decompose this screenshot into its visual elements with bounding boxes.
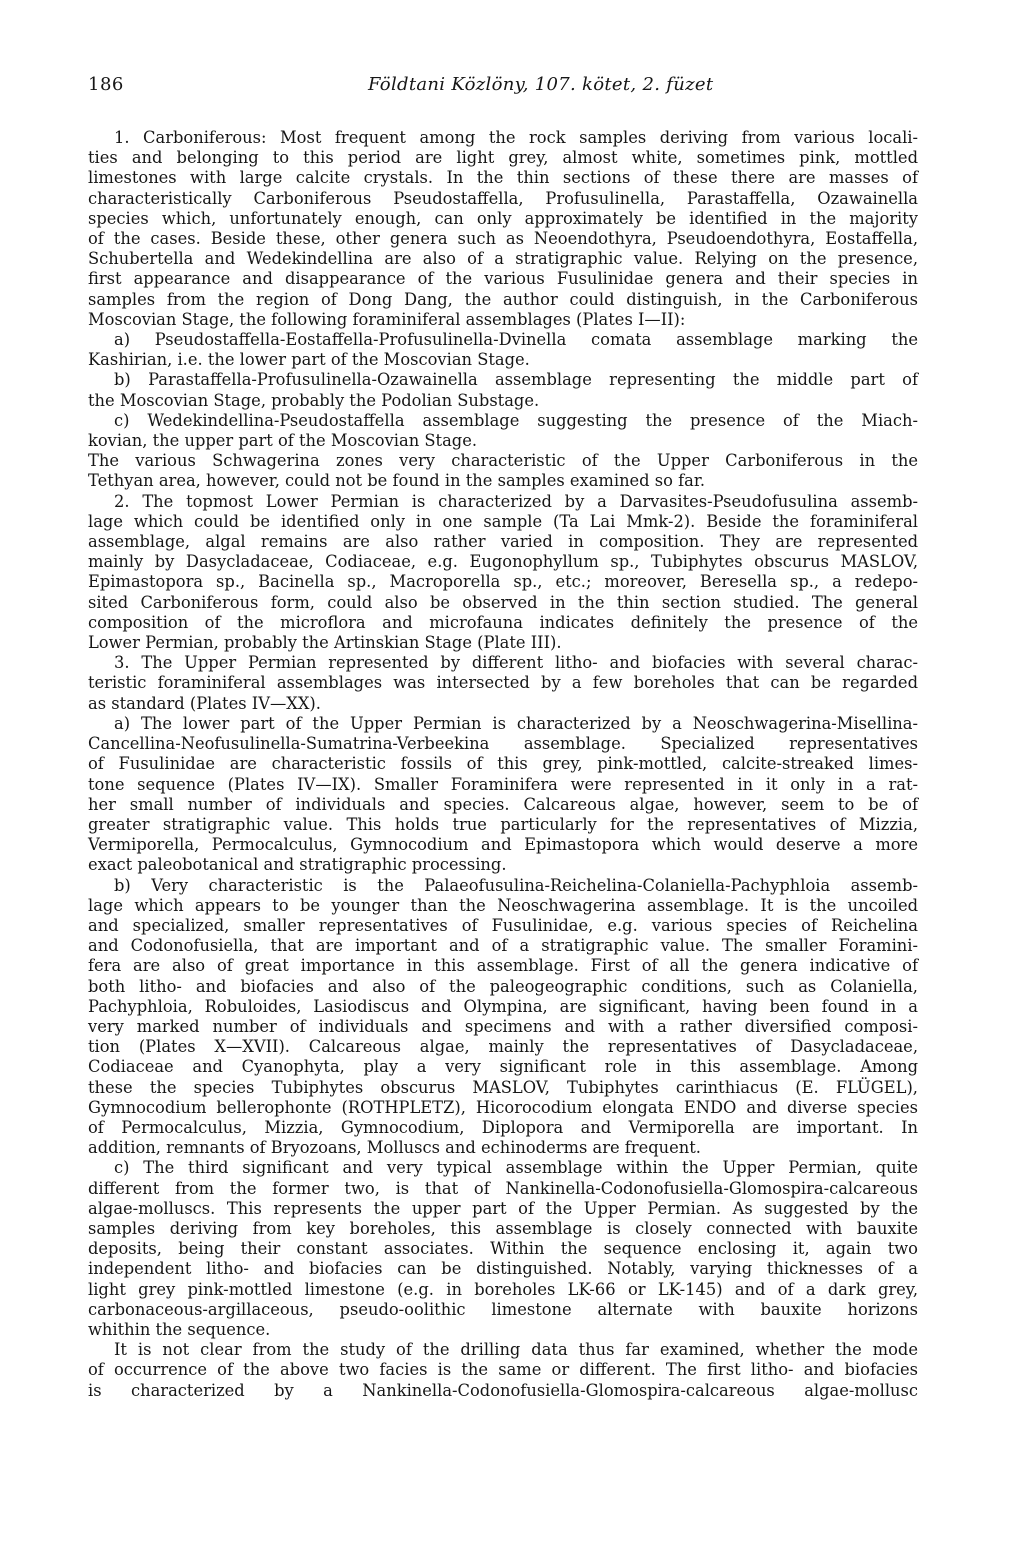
- text-line: both litho- and biofacies and also of the paleogeographic conditions, such as Colaniella,: [88, 976, 918, 996]
- text-line: Vermiporella, Permocalculus, Gymnocodium and Epimastopora which would deserve a more: [88, 835, 918, 855]
- text-line: samples deriving from key boreholes, this assemblage is closely connected with bauxite: [88, 1218, 918, 1238]
- text-line: ties and belonging to this period are light grey, almost white, sometimes pink, mottled: [88, 148, 918, 168]
- text-line: mainly by Dasycladaceae, Codiaceae, e.g. Eugonophyllum sp., Tubiphytes obscurus MASLOV,: [88, 552, 918, 572]
- text-line: greater stratigraphic value. This holds true particularly for the representatives of Mizzia,: [88, 814, 918, 834]
- text-line: her small number of individuals and species. Calcareous algae, however, seem to be of: [88, 794, 918, 814]
- body-text: [88, 128, 918, 1401]
- text-line: tone sequence (Plates IV—IX). Smaller Foraminifera were represented in it only in a rat-: [88, 774, 918, 794]
- running-head: Földtani Közlöny, 107. kötet, 2. füzet: [368, 74, 714, 95]
- page-header: [88, 74, 936, 100]
- text-line: lage which appears to be younger than the Neoschwagerina assemblage. It is the uncoiled: [88, 895, 918, 915]
- text-line: species which, unfortunately enough, can only approximately be identified in the majority: [88, 208, 918, 228]
- text-line: Epimastopora sp., Bacinella sp., Macroporella sp., etc.; moreover, Beresella sp., a redepo-: [88, 572, 918, 592]
- text-line: different from the former two, is that of Nankinella-Codonofusiella-Glomospira-calcareous: [88, 1178, 918, 1198]
- text-line: very marked number of individuals and specimens and with a rather diversified composi-: [88, 1016, 918, 1036]
- text-line: of Fusulinidae are characteristic fossils of this grey, pink-mottled, calcite-streaked limes-: [88, 754, 918, 774]
- text-line: these the species Tubiphytes obscurus MASLOV, Tubiphytes carinthiacus (E. FLÜGEL),: [88, 1077, 918, 1097]
- text-line: Kashirian, i.e. the lower part of the Moscovian Stage.: [88, 350, 530, 370]
- text-line: teristic foraminiferal assemblages was intersected by a few boreholes that can be regarded: [88, 673, 918, 693]
- text-line: composition of the microflora and microfauna indicates definitely the presence of the: [88, 612, 918, 632]
- text-line: as standard (Plates IV—XX).: [88, 693, 321, 713]
- text-line: 1. Carboniferous: Most frequent among the rock samples deriving from various locali-: [114, 128, 918, 147]
- text-line: Pachyphloia, Robuloides, Lasiodiscus and Olympina, are significant, having been found in a: [88, 996, 918, 1016]
- text-line: algae-molluscs. This represents the upper part of the Upper Permian. As suggested by the: [88, 1198, 918, 1218]
- text-line: assemblage, algal remains are also rather varied in composition. They are represented: [88, 532, 918, 552]
- text-line: limestones with large calcite crystals. In the thin sections of these there are masses of: [88, 168, 918, 188]
- text-line: 3. The Upper Permian represented by different litho- and biofacies with several charac-: [114, 653, 918, 673]
- text-line: Schubertella and Wedekindellina are also of a stratigraphic value. Relying on the presence,: [88, 249, 918, 269]
- text-line: It is not clear from the study of the drilling data thus far examined, whether the mode: [114, 1340, 918, 1360]
- text-line: deposits, being their constant associates. Within the sequence enclosing it, again two: [88, 1239, 918, 1259]
- text-line: characteristically Carboniferous Pseudostaffella, Profusulinella, Parastaffella, Ozawainella: [88, 188, 918, 208]
- text-line: a) Pseudostaffella-Eostaffella-Profusulinella-Dvinella comata assemblage marking the: [114, 330, 918, 350]
- text-line: Moscovian Stage, the following foraminiferal assemblages (Plates I—II):: [88, 309, 686, 329]
- text-line: samples from the region of Dong Dang, the author could distinguish, in the Carboniferous: [88, 289, 918, 309]
- text-line: first appearance and disappearance of the various Fusulinidae genera and their species in: [88, 269, 918, 289]
- text-line: of Permocalculus, Mizzia, Gymnocodium, Diplopora and Vermiporella are important. In: [88, 1117, 918, 1137]
- text-line: whithin the sequence.: [88, 1319, 271, 1339]
- text-line: c) The third significant and very typical assemblage within the Upper Permian, quite: [114, 1158, 918, 1178]
- text-line: b) Very characteristic is the Palaeofusulina-Reichelina-Colaniella-Pachyphloia assemb-: [114, 875, 918, 895]
- text-line: Tethyan area, however, could not be found in the samples examined so far.: [88, 471, 706, 491]
- text-line: Codiaceae and Cyanophyta, play a very significant role in this assemblage. Among: [88, 1057, 918, 1077]
- page-number: 186: [88, 74, 124, 95]
- text-line: b) Parastaffella-Profusulinella-Ozawainella assemblage representing the middle part of: [114, 370, 918, 390]
- text-line: addition, remnants of Bryozoans, Molluscs and echinoderms are frequent.: [88, 1138, 701, 1158]
- text-line: a) The lower part of the Upper Permian is characterized by a Neoschwagerina-Misellina-: [114, 713, 918, 733]
- text-line: of the cases. Beside these, other genera such as Neoendothyra, Pseudoendothyra, Eostaffella,: [88, 229, 918, 249]
- text-line: Gymnocodium bellerophonte (ROTHPLETZ), Hicorocodium elongata ENDO and diverse species: [88, 1097, 918, 1117]
- text-line: c) Wedekindellina-Pseudostaffella assemblage suggesting the presence of the Miach-: [114, 410, 918, 430]
- text-line: is characterized by a Nankinella-Codonofusiella-Glomospira-calcareous algae-mollusc: [88, 1380, 918, 1400]
- text-line: carbonaceous-argillaceous, pseudo-oolithic limestone alternate with bauxite horizons: [88, 1299, 918, 1319]
- text-line: and specialized, smaller representatives of Fusulinidae, e.g. various species of Reichelina: [88, 915, 918, 935]
- text-line: and Codonofusiella, that are important and of a stratigraphic value. The smaller Foramini-: [88, 936, 918, 956]
- text-line: lage which could be identified only in one sample (Ta Lai Mmk-2). Beside the foraminiferal: [88, 511, 918, 531]
- text-line: Cancellina-Neofusulinella-Sumatrina-Verbeekina assemblage. Specialized representatives: [88, 734, 918, 754]
- text-line: light grey pink-mottled limestone (e.g. in boreholes LK-66 or LK-145) and of a dark grey,: [88, 1279, 918, 1299]
- text-line: the Moscovian Stage, probably the Podolian Substage.: [88, 390, 540, 410]
- text-line: Lower Permian, probably the Artinskian Stage (Plate III).: [88, 633, 562, 653]
- text-line: sited Carboniferous form, could also be observed in the thin section studied. The general: [88, 592, 918, 612]
- text-line: The various Schwagerina zones very characteristic of the Upper Carboniferous in the: [88, 451, 918, 471]
- text-line: 2. The topmost Lower Permian is characterized by a Darvasites-Pseudofusulina assemb-: [114, 491, 918, 511]
- text-line: tion (Plates X—XVII). Calcareous algae, mainly the representatives of Dasycladaceae,: [88, 1037, 918, 1057]
- text-line: of occurrence of the above two facies is the same or different. The first litho- and biofacies: [88, 1360, 918, 1380]
- text-line: kovian, the upper part of the Moscovian Stage.: [88, 431, 478, 451]
- text-line: fera are also of great importance in this assemblage. First of all the genera indicative of: [88, 956, 918, 976]
- text-line: independent litho- and biofacies can be distinguished. Notably, varying thicknesses of a: [88, 1259, 918, 1279]
- text-line: exact paleobotanical and stratigraphic processing.: [88, 855, 507, 875]
